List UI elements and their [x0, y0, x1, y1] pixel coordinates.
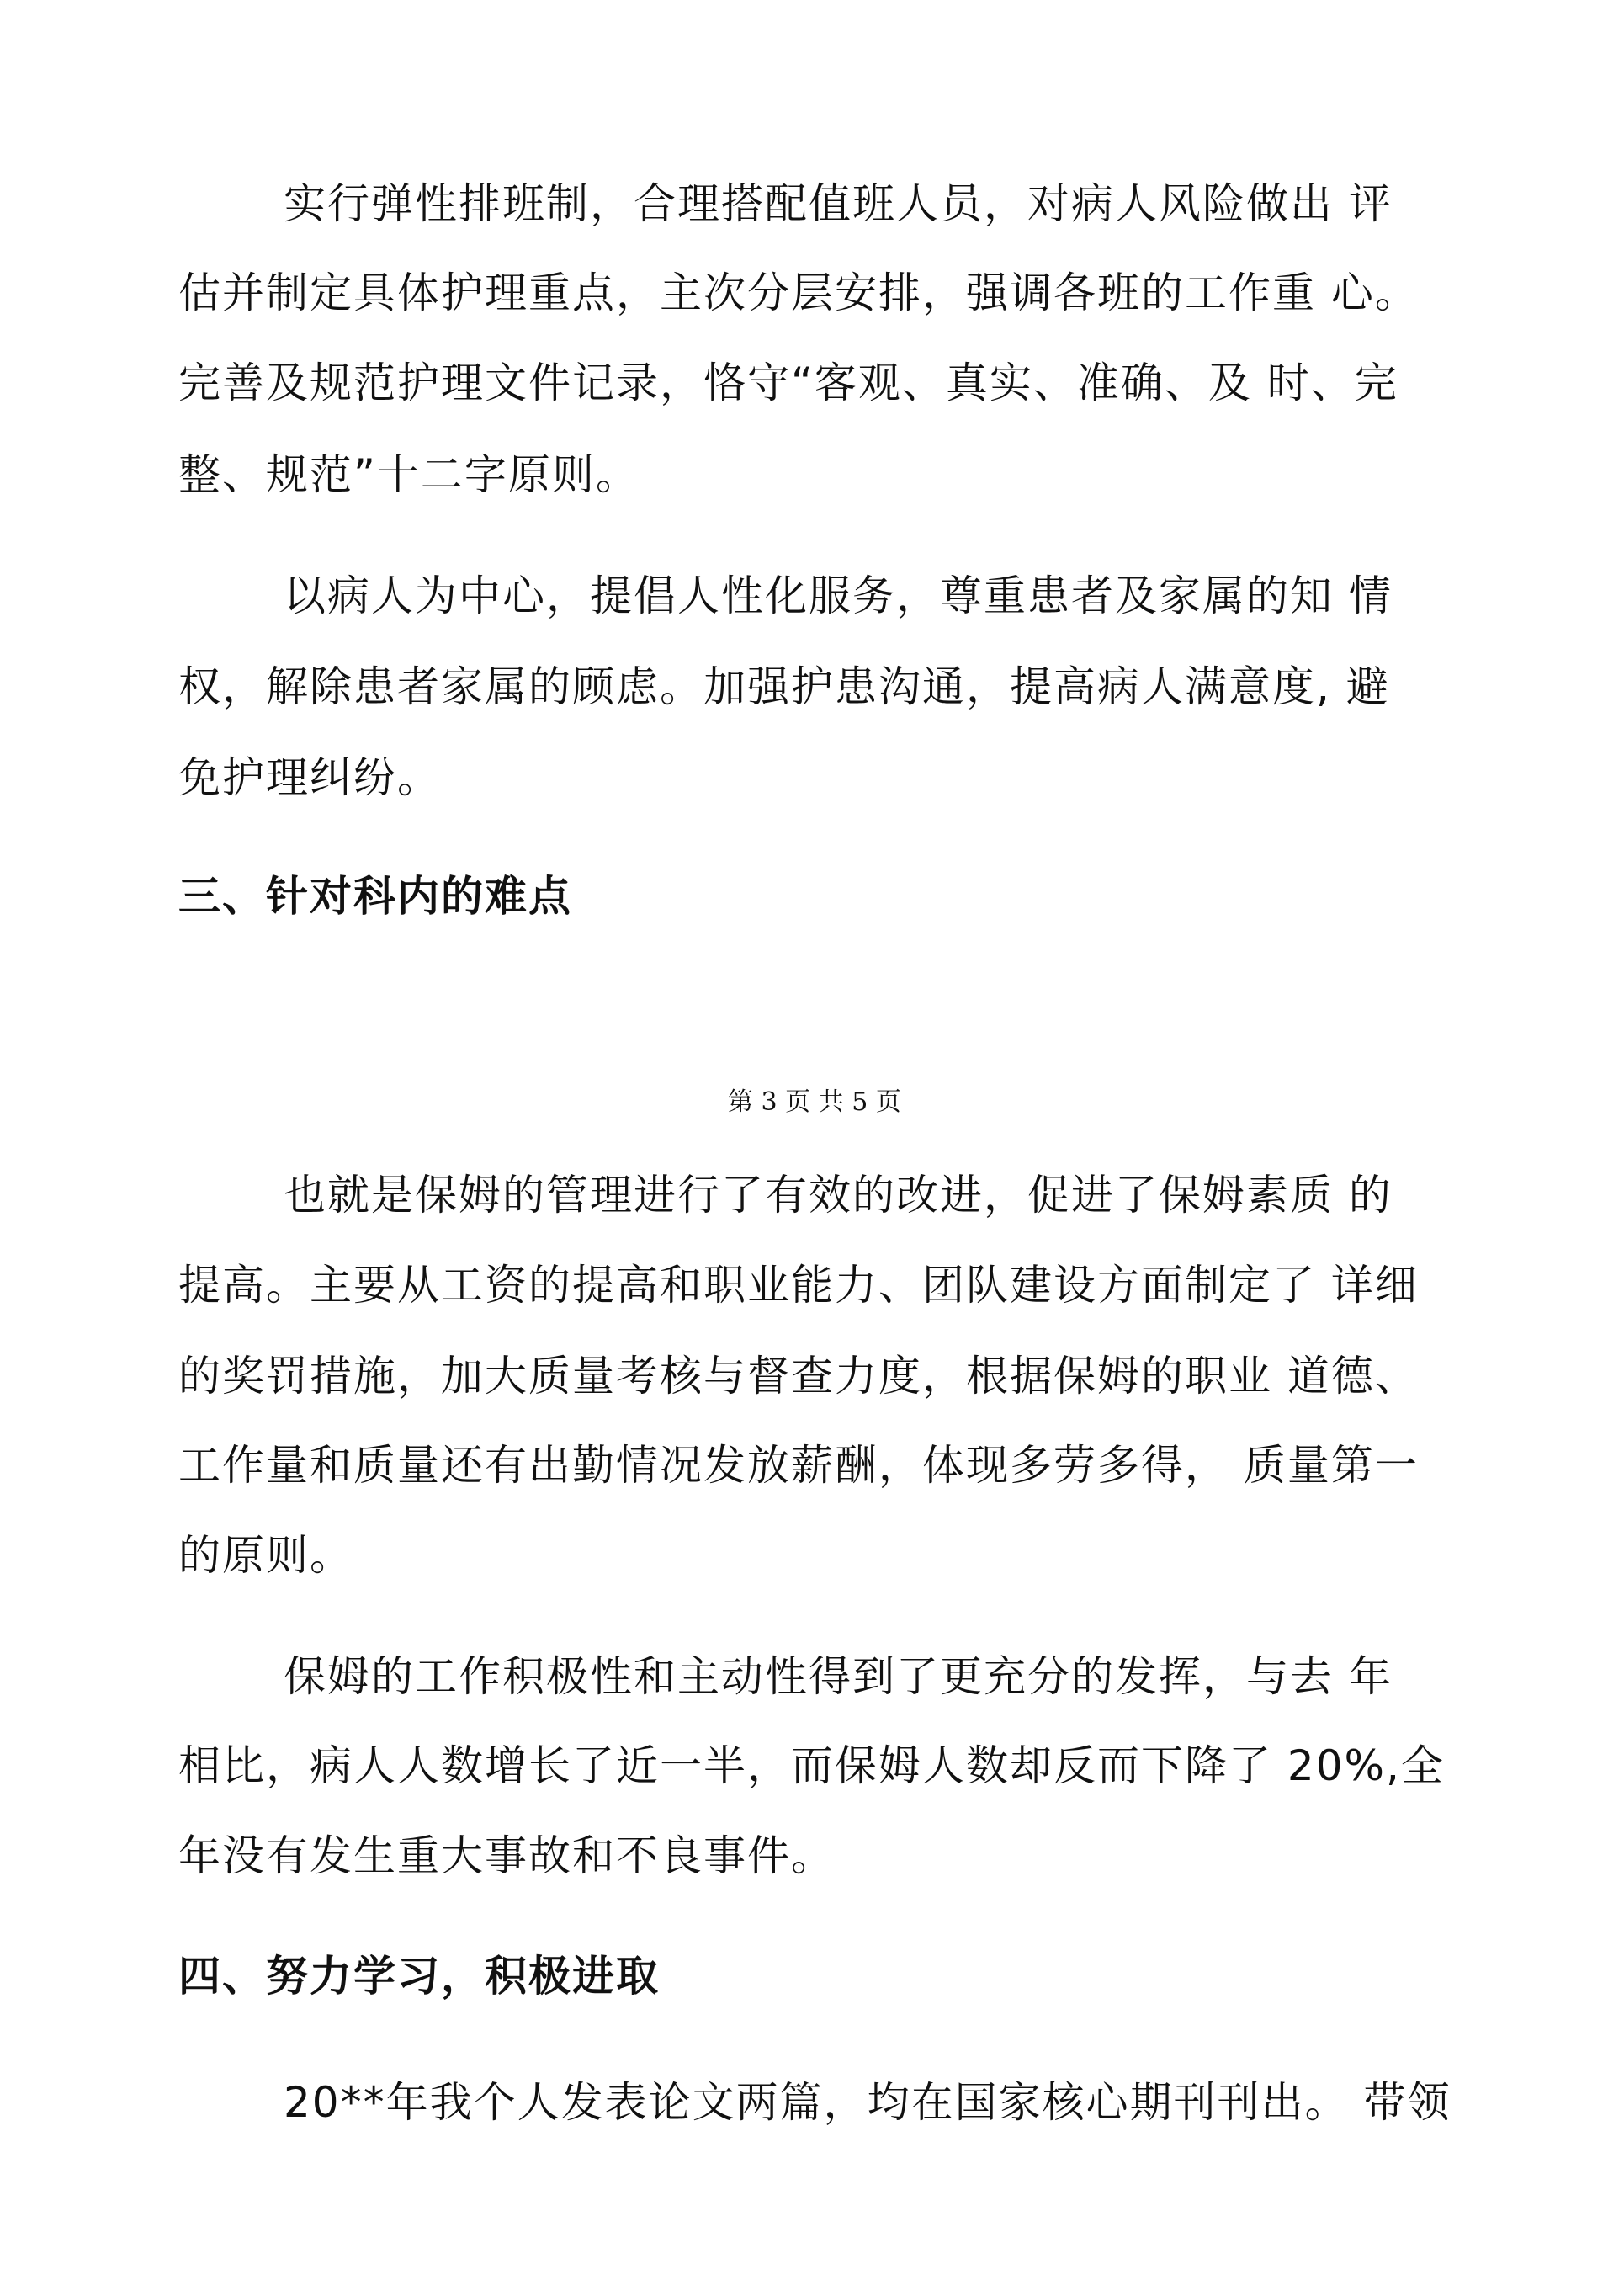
paragraph-5-line-1: 20**年我个人发表论文两篇，均在国家核心期刊刊出。 带领	[284, 2078, 1452, 2127]
paragraph-2-line-2: 权，解除患者家属的顾虑。加强护患沟通，提高病人满意度, 避	[178, 662, 1390, 711]
section-heading-4: 四、努力学习，积极进取	[178, 1952, 660, 2001]
paragraph-4-line-3: 年没有发生重大事故和不良事件。	[178, 1831, 835, 1880]
paragraph-4-line-2: 相比，病人人数增长了近一半，而保姆人数却反而下降了 20%,全	[178, 1741, 1445, 1790]
paragraph-3-line-5: 的原则。	[178, 1531, 353, 1580]
paragraph-3-line-2: 提高。主要从工资的提高和职业能力、团队建设方面制定了 详细	[178, 1261, 1419, 1310]
paragraph-1-line-3: 完善及规范护理文件记录，恪守“客观、真实、准确、及 时、完	[178, 359, 1398, 407]
paragraph-4-line-1: 保姆的工作积极性和主动性得到了更充分的发挥，与去 年	[284, 1652, 1393, 1701]
paragraph-1-line-2: 估并制定具体护理重点，主次分层安排，强调各班的工作重 心。	[178, 268, 1419, 317]
page-number-footer: 第 3 页 共 5 页	[728, 1087, 901, 1117]
paragraph-3-line-4: 工作量和质量还有出勤情况发放薪酬，体现多劳多得， 质量第一	[178, 1441, 1419, 1490]
paragraph-1-line-1: 实行弹性排班制，合理搭配值班人员，对病人风险做出 评	[284, 179, 1393, 228]
paragraph-1-line-4: 整、规范”十二字原则。	[178, 450, 640, 499]
paragraph-2-line-1: 以病人为中心，提倡人性化服务，尊重患者及家属的知 情	[284, 571, 1393, 620]
paragraph-3-line-1: 也就是保姆的管理进行了有效的改进，促进了保姆素质 的	[284, 1171, 1393, 1220]
section-heading-3: 三、针对科内的难点	[178, 872, 572, 921]
paragraph-3-line-3: 的奖罚措施，加大质量考核与督查力度，根据保姆的职业 道德、	[178, 1352, 1419, 1400]
paragraph-2-line-3: 免护理纠纷。	[178, 753, 441, 802]
